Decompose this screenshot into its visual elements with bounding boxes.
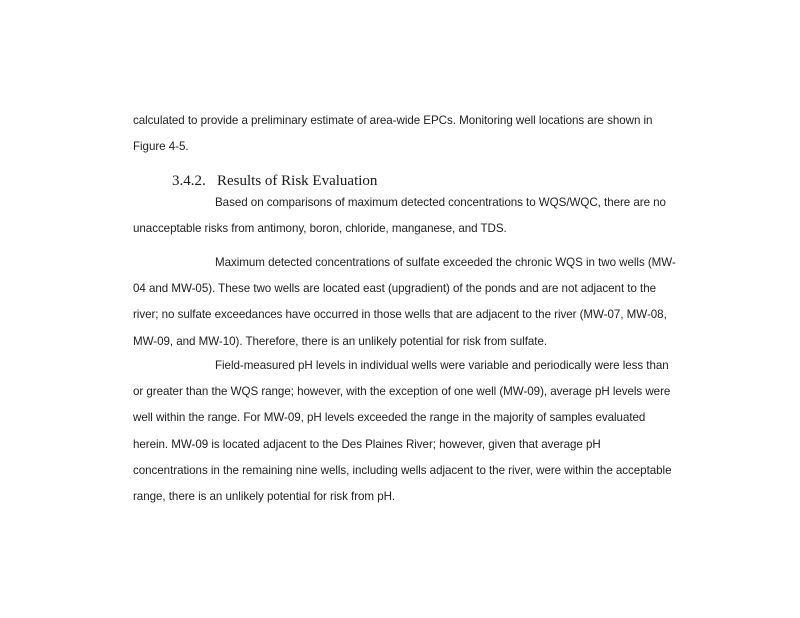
paragraph-continuation: calculated to provide a preliminary estimate of area-wide EPCs. Monitoring well locations are shown in Figure 4-5. [133, 114, 653, 154]
paragraph-ph: Field-measured pH levels in individual wells were variable and periodically were less than or greater than the WQS range; however, with the exception of one well (MW-09), average pH levels were well within the range. For MW-09, pH levels exceeded the range in the majority of samples evaluated herein. MW-09 is located adjacent to the Des Plaines River; however, given that average pH concentrations in the remaining nine wells, including wells adjacent to the river, were within the acceptable range, there is an unlikely potential for risk from pH. [133, 359, 672, 504]
paragraph-sulfate: Maximum detected concentrations of sulfate exceeded the chronic WQS in two wells (MW-04 and MW-05). These two wells are located east (upgradient) of the ponds and are not adjacent to the river; no sulfate exceedances have occurred in those wells that are adjacent to the river (MW-07, MW-08, MW-09, and MW-10). Therefore, there is an unlikely potential for risk from sulfate. [133, 256, 676, 348]
section-number: 3.4.2. [172, 173, 206, 189]
section-title: Results of Risk Evaluation [217, 173, 378, 189]
section-heading [172, 170, 572, 192]
paragraph-risk-summary: Based on comparisons of maximum detected concentrations to WQS/WQC, there are no unacceptable risks from antimony, boron, chloride, manganese, and TDS. [133, 196, 666, 236]
